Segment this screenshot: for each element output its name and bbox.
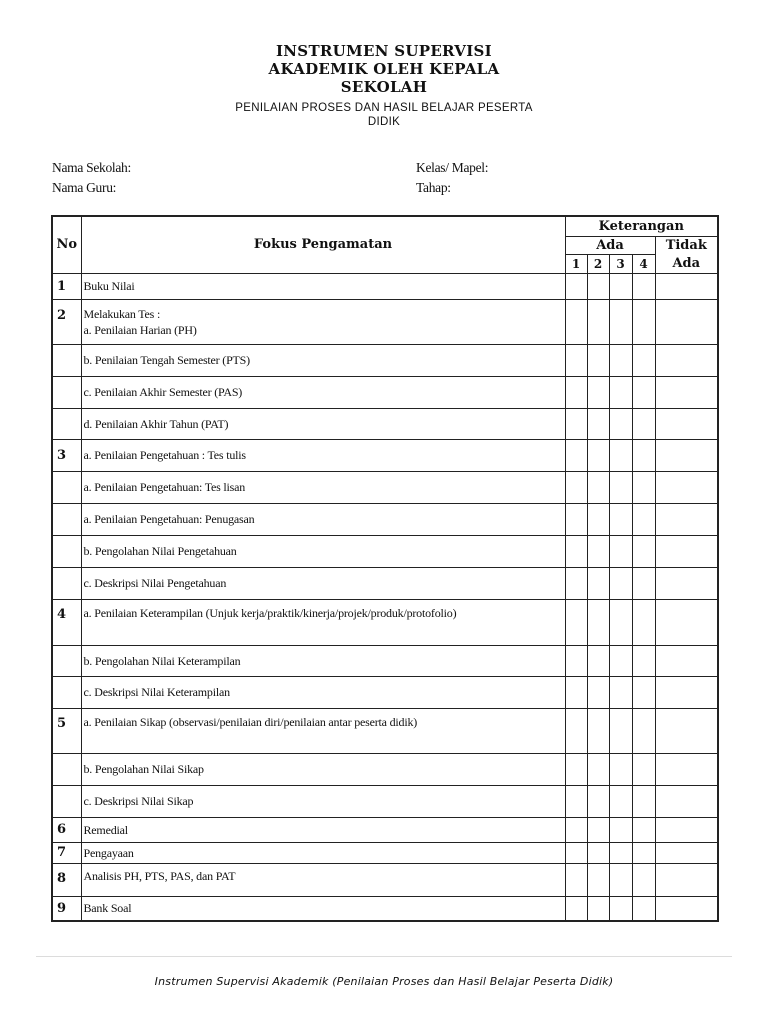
score-cell[interactable] <box>632 535 655 567</box>
score-cell[interactable] <box>632 753 655 785</box>
score-cell[interactable] <box>609 896 632 921</box>
row-number <box>52 676 81 708</box>
score-cell[interactable] <box>632 676 655 708</box>
score-cell[interactable] <box>587 299 609 344</box>
row-text: b. Penilaian Tengah Semester (PTS) <box>81 344 565 376</box>
score-cell[interactable] <box>565 439 587 471</box>
row-text: c. Deskripsi Nilai Keterampilan <box>81 676 565 708</box>
header-tidak-ada <box>655 236 718 273</box>
school-info <box>52 158 131 198</box>
class-info <box>416 158 488 198</box>
row-number <box>52 344 81 376</box>
table-row <box>52 344 718 376</box>
score-cell[interactable] <box>565 817 587 842</box>
teacher-name-label: Nama Guru: <box>52 180 117 195</box>
score-cell[interactable] <box>632 299 655 344</box>
table-row <box>52 753 718 785</box>
score-cell[interactable] <box>632 567 655 599</box>
score-cell[interactable] <box>587 817 609 842</box>
score-cell[interactable] <box>565 785 587 817</box>
table-row <box>52 471 718 503</box>
title-line-2: AKADEMIK OLEH KEPALA <box>268 60 500 78</box>
class-subject-label: Kelas/ Mapel: <box>416 160 489 175</box>
row-number: 2 <box>52 299 81 344</box>
score-cell[interactable] <box>632 344 655 376</box>
header-col-1: 1 <box>565 255 587 274</box>
score-cell[interactable] <box>587 535 609 567</box>
score-cell[interactable] <box>565 645 587 676</box>
score-cell[interactable] <box>632 708 655 753</box>
table-row <box>52 503 718 535</box>
header-tidak-ada-label: Ada <box>672 255 701 271</box>
document-title <box>0 42 768 96</box>
score-cell[interactable] <box>587 439 609 471</box>
stage-label: Tahap: <box>416 180 451 195</box>
table-row <box>52 676 718 708</box>
title-line-1: INSTRUMEN SUPERVISI <box>275 42 492 60</box>
score-cell[interactable] <box>609 645 632 676</box>
header-fokus-pengamatan: Fokus Pengamatan <box>81 216 565 273</box>
table-row <box>52 842 718 863</box>
score-cell[interactable] <box>587 344 609 376</box>
table-row <box>52 785 718 817</box>
row-text: Remedial <box>81 817 565 842</box>
row-number: 4 <box>52 599 81 645</box>
score-cell[interactable] <box>565 676 587 708</box>
score-cell[interactable] <box>587 273 609 299</box>
header-ada: Ada <box>565 236 655 255</box>
score-cell[interactable] <box>565 273 587 299</box>
subtitle-line-1: PENILAIAN PROSES DAN HASIL BELAJAR PESERTA <box>235 102 533 114</box>
score-cell[interactable] <box>587 471 609 503</box>
score-cell[interactable] <box>587 708 609 753</box>
table-row <box>52 863 718 896</box>
row-text: Analisis PH, PTS, PAS, dan PAT <box>81 863 565 896</box>
score-cell[interactable] <box>609 817 632 842</box>
absent-cell[interactable] <box>655 708 718 753</box>
score-cell[interactable] <box>587 753 609 785</box>
table-row <box>52 599 718 645</box>
score-cell[interactable] <box>587 645 609 676</box>
absent-cell[interactable] <box>655 817 718 842</box>
absent-cell[interactable] <box>655 471 718 503</box>
score-cell[interactable] <box>609 785 632 817</box>
absent-cell[interactable] <box>655 753 718 785</box>
row-number <box>52 535 81 567</box>
table-row <box>52 567 718 599</box>
score-cell[interactable] <box>609 753 632 785</box>
score-cell[interactable] <box>632 408 655 439</box>
row-text: a. Penilaian Sikap (observasi/penilaian diri/penilaian antar peserta didik) <box>81 708 565 753</box>
absent-cell[interactable] <box>655 503 718 535</box>
row-number: 6 <box>52 817 81 842</box>
row-number: 3 <box>52 439 81 471</box>
absent-cell[interactable] <box>655 567 718 599</box>
row-text: c. Deskripsi Nilai Pengetahuan <box>81 567 565 599</box>
table-row <box>52 376 718 408</box>
row-number <box>52 567 81 599</box>
score-cell[interactable] <box>587 599 609 645</box>
table-row <box>52 645 718 676</box>
absent-cell[interactable] <box>655 676 718 708</box>
score-cell[interactable] <box>632 503 655 535</box>
row-number <box>52 471 81 503</box>
subtitle-line-2: DIDIK <box>367 116 401 128</box>
absent-cell[interactable] <box>655 896 718 921</box>
absent-cell[interactable] <box>655 535 718 567</box>
header-col-3: 3 <box>609 255 632 274</box>
row-text: a. Penilaian Keterampilan (Unjuk kerja/praktik/kinerja/projek/produk/protofolio) <box>81 599 565 645</box>
score-cell[interactable] <box>587 408 609 439</box>
row-text: a. Penilaian Pengetahuan: Penugasan <box>81 503 565 535</box>
row-number <box>52 753 81 785</box>
score-cell[interactable] <box>609 344 632 376</box>
row-number: 5 <box>52 708 81 753</box>
score-cell[interactable] <box>587 503 609 535</box>
score-cell[interactable] <box>565 842 587 863</box>
table-row <box>52 439 718 471</box>
row-text: Bank Soal <box>81 896 565 921</box>
score-cell[interactable] <box>587 842 609 863</box>
score-cell[interactable] <box>565 599 587 645</box>
row-number <box>52 503 81 535</box>
table-row <box>52 408 718 439</box>
score-cell[interactable] <box>565 535 587 567</box>
header-col-4: 4 <box>632 255 655 274</box>
score-cell[interactable] <box>609 273 632 299</box>
table-row <box>52 817 718 842</box>
absent-cell[interactable] <box>655 299 718 344</box>
score-cell[interactable] <box>565 408 587 439</box>
score-cell[interactable] <box>609 535 632 567</box>
title-line-3: SEKOLAH <box>340 78 428 96</box>
row-text: b. Pengolahan Nilai Sikap <box>81 753 565 785</box>
row-text: b. Pengolahan Nilai Keterampilan <box>81 645 565 676</box>
row-number: 8 <box>52 863 81 896</box>
row-text-line-1: Melakukan Tes : <box>83 306 161 321</box>
absent-cell[interactable] <box>655 863 718 896</box>
score-cell[interactable] <box>587 676 609 708</box>
score-cell[interactable] <box>632 785 655 817</box>
header-keterangan: Keterangan <box>565 216 718 236</box>
table-row <box>52 708 718 753</box>
row-text: b. Pengolahan Nilai Pengetahuan <box>81 535 565 567</box>
row-number: 7 <box>52 842 81 863</box>
score-cell[interactable] <box>565 344 587 376</box>
footer-divider <box>36 956 732 957</box>
row-text <box>81 299 565 344</box>
absent-cell[interactable] <box>655 273 718 299</box>
table-row <box>52 535 718 567</box>
absent-cell[interactable] <box>655 439 718 471</box>
document-subtitle <box>0 101 768 129</box>
row-number: 1 <box>52 273 81 299</box>
score-cell[interactable] <box>609 408 632 439</box>
score-cell[interactable] <box>609 439 632 471</box>
score-cell[interactable] <box>632 842 655 863</box>
score-cell[interactable] <box>632 599 655 645</box>
header-tidak-label: Tidak <box>665 237 707 253</box>
score-cell[interactable] <box>632 817 655 842</box>
row-text: c. Deskripsi Nilai Sikap <box>81 785 565 817</box>
score-cell[interactable] <box>609 599 632 645</box>
score-cell[interactable] <box>587 567 609 599</box>
row-text: c. Penilaian Akhir Semester (PAS) <box>81 376 565 408</box>
score-cell[interactable] <box>632 273 655 299</box>
absent-cell[interactable] <box>655 408 718 439</box>
score-cell[interactable] <box>565 503 587 535</box>
row-text: d. Penilaian Akhir Tahun (PAT) <box>81 408 565 439</box>
row-text-line-2: a. Penilaian Harian (PH) <box>83 322 197 337</box>
score-cell[interactable] <box>565 863 587 896</box>
score-cell[interactable] <box>632 376 655 408</box>
row-text: Pengayaan <box>81 842 565 863</box>
score-cell[interactable] <box>587 863 609 896</box>
score-cell[interactable] <box>632 471 655 503</box>
absent-cell[interactable] <box>655 376 718 408</box>
score-cell[interactable] <box>609 503 632 535</box>
score-cell[interactable] <box>565 376 587 408</box>
score-cell[interactable] <box>609 567 632 599</box>
score-cell[interactable] <box>609 708 632 753</box>
score-cell[interactable] <box>609 676 632 708</box>
score-cell[interactable] <box>632 896 655 921</box>
absent-cell[interactable] <box>655 785 718 817</box>
score-cell[interactable] <box>609 376 632 408</box>
score-cell[interactable] <box>609 471 632 503</box>
absent-cell[interactable] <box>655 344 718 376</box>
page-footer: Instrumen Supervisi Akademik (Penilaian Proses dan Hasil Belajar Peserta Didik) <box>154 975 614 988</box>
score-cell[interactable] <box>565 299 587 344</box>
row-number <box>52 408 81 439</box>
score-cell[interactable] <box>609 842 632 863</box>
absent-cell[interactable] <box>655 842 718 863</box>
row-number <box>52 645 81 676</box>
score-cell[interactable] <box>565 471 587 503</box>
score-cell[interactable] <box>587 376 609 408</box>
table-row <box>52 896 718 921</box>
row-text: a. Penilaian Pengetahuan : Tes tulis <box>81 439 565 471</box>
row-number: 9 <box>52 896 81 921</box>
table-row <box>52 273 718 299</box>
table-row <box>52 299 718 344</box>
row-text: Buku Nilai <box>81 273 565 299</box>
score-cell[interactable] <box>565 708 587 753</box>
row-number <box>52 376 81 408</box>
score-cell[interactable] <box>632 645 655 676</box>
score-cell[interactable] <box>565 896 587 921</box>
row-number <box>52 785 81 817</box>
score-cell[interactable] <box>609 863 632 896</box>
score-cell[interactable] <box>587 785 609 817</box>
score-cell[interactable] <box>565 753 587 785</box>
absent-cell[interactable] <box>655 645 718 676</box>
score-cell[interactable] <box>632 439 655 471</box>
header-no: No <box>52 216 81 273</box>
row-text: a. Penilaian Pengetahuan: Tes lisan <box>81 471 565 503</box>
supervision-table <box>51 215 719 922</box>
school-name-label: Nama Sekolah: <box>52 160 131 175</box>
score-cell[interactable] <box>609 299 632 344</box>
score-cell[interactable] <box>565 567 587 599</box>
score-cell[interactable] <box>587 896 609 921</box>
score-cell[interactable] <box>632 863 655 896</box>
header-col-2: 2 <box>587 255 609 274</box>
absent-cell[interactable] <box>655 599 718 645</box>
